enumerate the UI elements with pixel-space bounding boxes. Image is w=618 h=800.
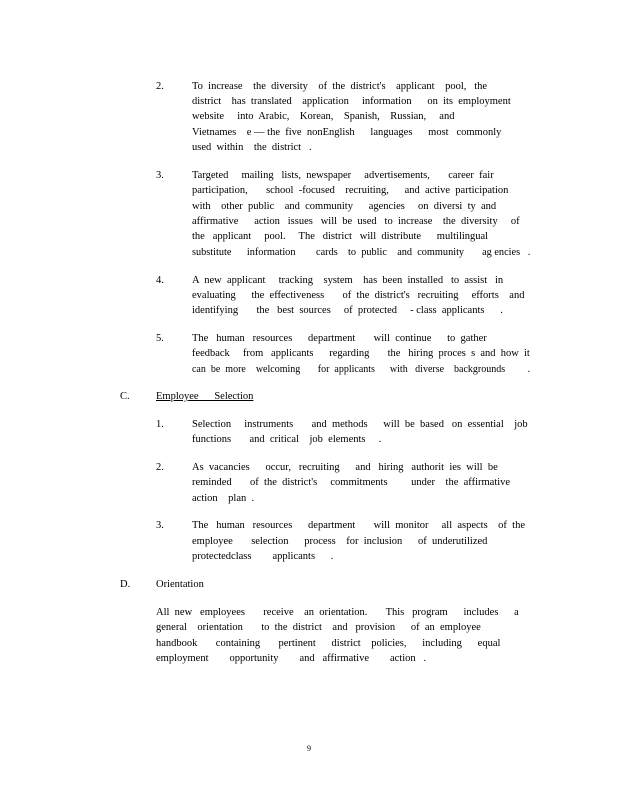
- section-letter: C.: [120, 391, 130, 402]
- text-line: website into Arabic, Korean, Spanish, Russian, and: [192, 111, 455, 122]
- text-line: the applicant pool. The district will distribute multilingual: [192, 231, 489, 242]
- list-item-number: 1.: [156, 419, 164, 430]
- list-item-number: 4.: [156, 275, 164, 286]
- text-line: general orientation to the district and provision of an employee: [156, 622, 481, 633]
- text-line: To increase the diversity of the district's applicant pool, the: [192, 81, 488, 92]
- text-line: district has translated application information on its employment: [192, 96, 511, 107]
- text-line: evaluating the effectiveness of the district's recruiting efforts and: [192, 290, 525, 301]
- text-line: used within the district .: [192, 142, 312, 153]
- text-line: feedback from applicants regarding the hiring proces s and how it: [192, 348, 530, 359]
- section-heading: Orientation: [156, 579, 204, 590]
- text-line: As vacancies occur, recruiting and hiring authorit ies will be: [192, 462, 498, 473]
- text-line: participation, school -focused recruiting, and active participation: [192, 185, 509, 196]
- text-line: The human resources department will continue to gather: [192, 333, 487, 344]
- text-line: employee selection process for inclusion of underutilized: [192, 536, 488, 547]
- section-heading: Employee Selection: [156, 391, 254, 402]
- text-line: with other public and community agencies on diversi ty and: [192, 201, 497, 212]
- list-item-number: 2.: [156, 81, 164, 92]
- list-item-number: 3.: [156, 170, 164, 181]
- list-item-number: 2.: [156, 462, 164, 473]
- section-letter: D.: [120, 579, 131, 590]
- text-line: Vietnames e — the five nonEnglish languages most commonly: [192, 127, 502, 138]
- text-line: All new employees receive an orientation. This program includes a: [156, 607, 519, 618]
- text-line: protectedclass applicants .: [192, 551, 334, 562]
- text-line: Selection instruments and methods will be based on essential job: [192, 419, 528, 430]
- text-line: The human resources department will monitor all aspects of the: [192, 520, 526, 531]
- page-number: 9: [307, 744, 311, 753]
- text-line: action plan .: [192, 493, 255, 504]
- text-line: identifying the best sources of protected - class applicants .: [192, 305, 503, 316]
- text-line: functions and critical job elements .: [192, 434, 382, 445]
- list-item-number: 3.: [156, 520, 164, 531]
- text-line: handbook containing pertinent district policies, including equal: [156, 638, 501, 649]
- text-line: can be more welcoming for applicants with diverse backgrounds .: [192, 364, 531, 375]
- text-line: employment opportunity and affirmative action .: [156, 653, 427, 664]
- list-item-number: 5.: [156, 333, 164, 344]
- text-line: A new applicant tracking system has been installed to assist in: [192, 275, 504, 286]
- text-line: substitute information cards to public and community ag encies .: [192, 247, 531, 258]
- text-line: reminded of the district's commitments under the affirmative: [192, 477, 511, 488]
- text-line: Targeted mailing lists, newspaper advertisements, career fair: [192, 170, 494, 181]
- text-line: affirmative action issues will be used to increase the diversity of: [192, 216, 520, 227]
